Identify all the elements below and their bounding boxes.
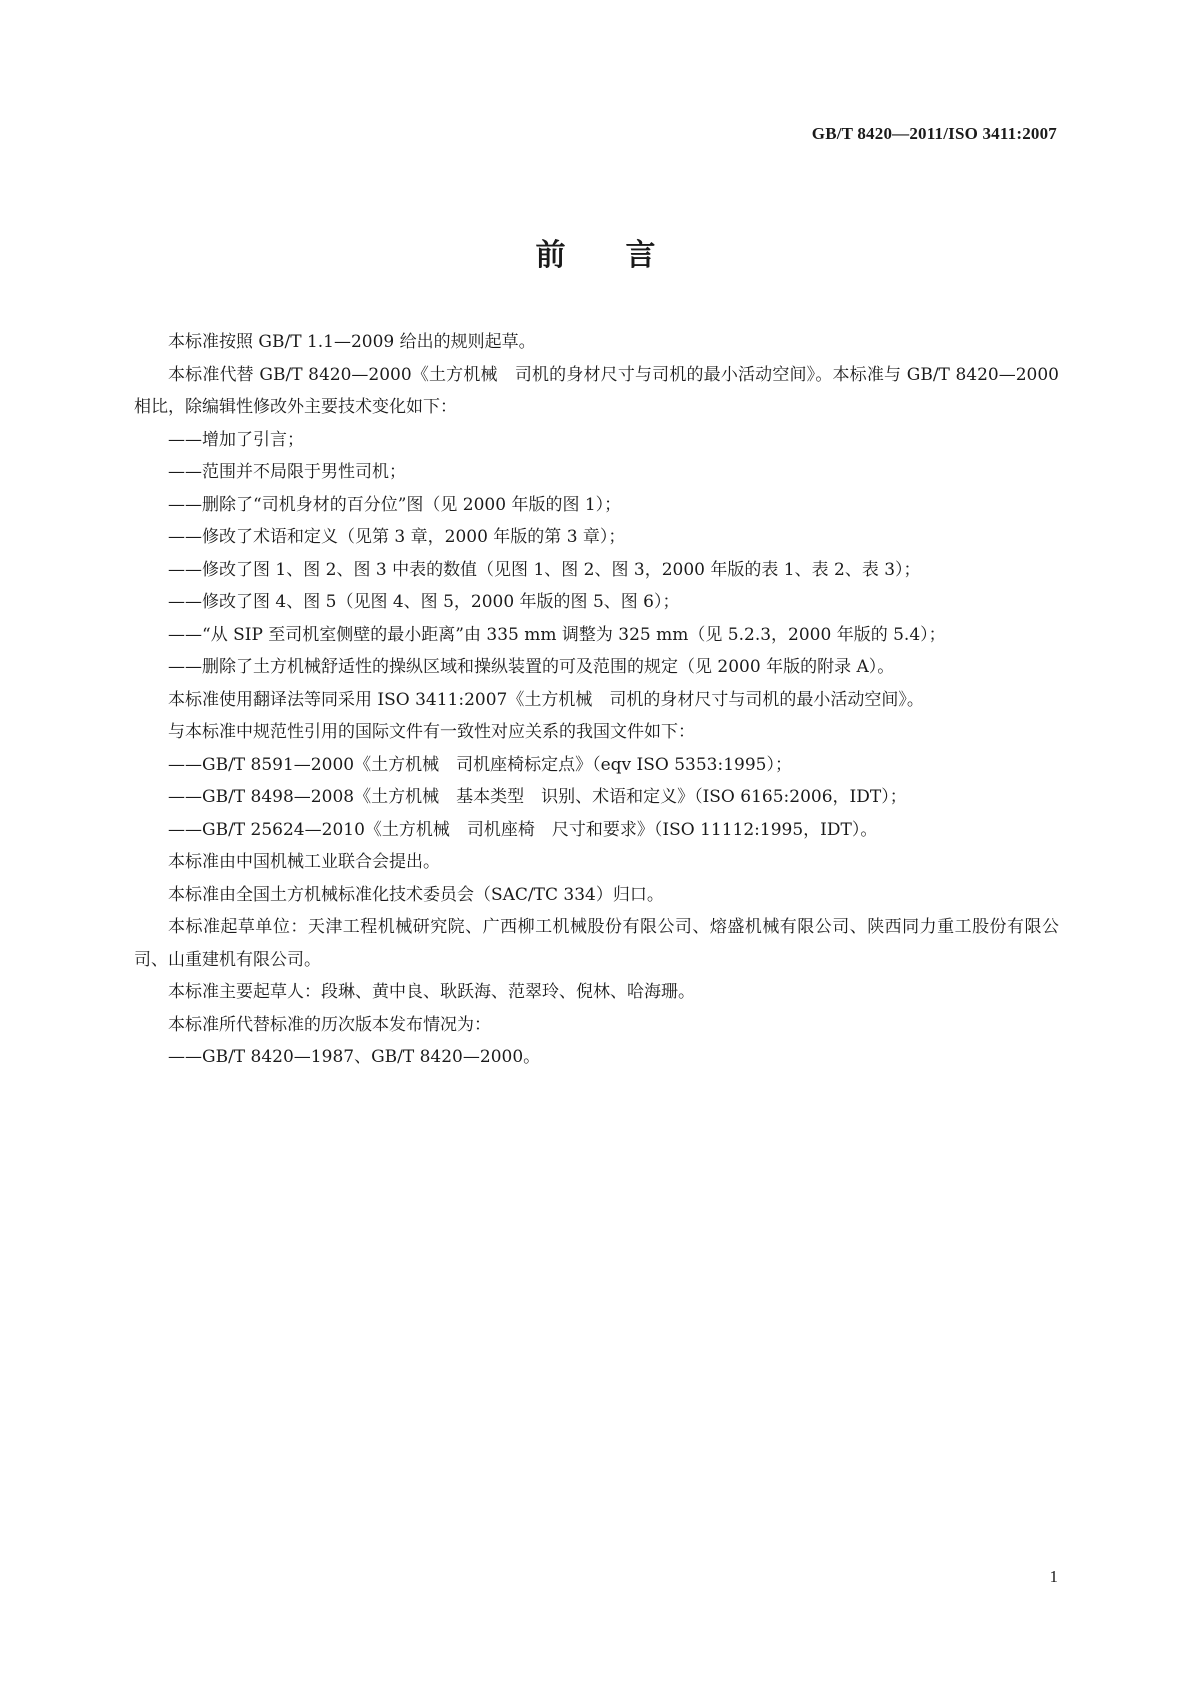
list-item: ——“从 SIP 至司机室侧壁的最小距离”由 335 mm 调整为 325 mm（见 5.2.3，2000 年版的 5.4）； bbox=[168, 624, 946, 645]
document-code: GB/T 8420—2011/ISO 3411:2007 bbox=[811, 124, 1057, 143]
document-body bbox=[134, 326, 1059, 1074]
list-item: ——GB/T 8591—2000《土方机械 司机座椅标定点》（eqv ISO 5353:1995）； bbox=[168, 754, 792, 775]
list-item: ——GB/T 8498—2008《土方机械 基本类型 识别、术语和定义》（ISO 6165:2006，IDT）； bbox=[168, 787, 907, 807]
paragraph: 本标准所代替标准的历次版本发布情况为： bbox=[168, 1014, 491, 1035]
page-title: 前言 bbox=[535, 238, 716, 273]
list-item: ——修改了图 4、图 5（见图 4、图 5，2000 年版的图 5、图 6）； bbox=[168, 592, 680, 612]
page-number: 1 bbox=[1049, 1567, 1058, 1586]
list-item: ——增加了引言； bbox=[168, 429, 304, 450]
list-item: ——修改了术语和定义（见第 3 章，2000 年版的第 3 章）； bbox=[168, 527, 626, 547]
paragraph: 与本标准中规范性引用的国际文件有一致性对应关系的我国文件如下： bbox=[168, 722, 695, 742]
paragraph: 本标准代替 GB/T 8420—2000《土方机械 司机的身材尺寸与司机的最小活动空间》。本标准与 GB/T 8420—2000 相比，除编辑性修改外主要技术变化如下： bbox=[134, 364, 1059, 417]
paragraph: 本标准由中国机械工业联合会提出。 bbox=[168, 852, 440, 872]
paragraph: 本标准按照 GB/T 1.1—2009 给出的规则起草。 bbox=[168, 332, 536, 352]
list-item: ——GB/T 8420—1987、GB/T 8420—2000。 bbox=[168, 1047, 541, 1067]
list-item: ——范围并不局限于男性司机； bbox=[168, 462, 406, 482]
paragraph: 本标准主要起草人：段琳、黄中良、耿跃海、范翠玲、倪林、哈海珊。 bbox=[168, 982, 695, 1002]
paragraph: 本标准使用翻译法等同采用 ISO 3411:2007《土方机械 司机的身材尺寸与司机的最小活动空间》。 bbox=[168, 689, 924, 710]
paragraph: 本标准由全国土方机械标准化技术委员会（SAC/TC 334）归口。 bbox=[168, 884, 664, 905]
paragraph: 本标准起草单位：天津工程机械研究院、广西柳工机械股份有限公司、熔盛机械有限公司、陕西同力重工股份有限公司、山重建机有限公司。 bbox=[134, 917, 1059, 970]
list-item: ——删除了土方机械舒适性的操纵区域和操纵装置的可及范围的规定（见 2000 年版的附录 A）。 bbox=[168, 657, 895, 677]
list-item: ——删除了“司机身材的百分位”图（见 2000 年版的图 1）； bbox=[168, 494, 622, 515]
list-item: ——修改了图 1、图 2、图 3 中表的数值（见图 1、图 2、图 3，2000 年版的表 1、表 2、表 3）； bbox=[168, 559, 921, 580]
list-item: ——GB/T 25624—2010《土方机械 司机座椅 尺寸和要求》（ISO 11112:1995，IDT）。 bbox=[168, 819, 878, 840]
